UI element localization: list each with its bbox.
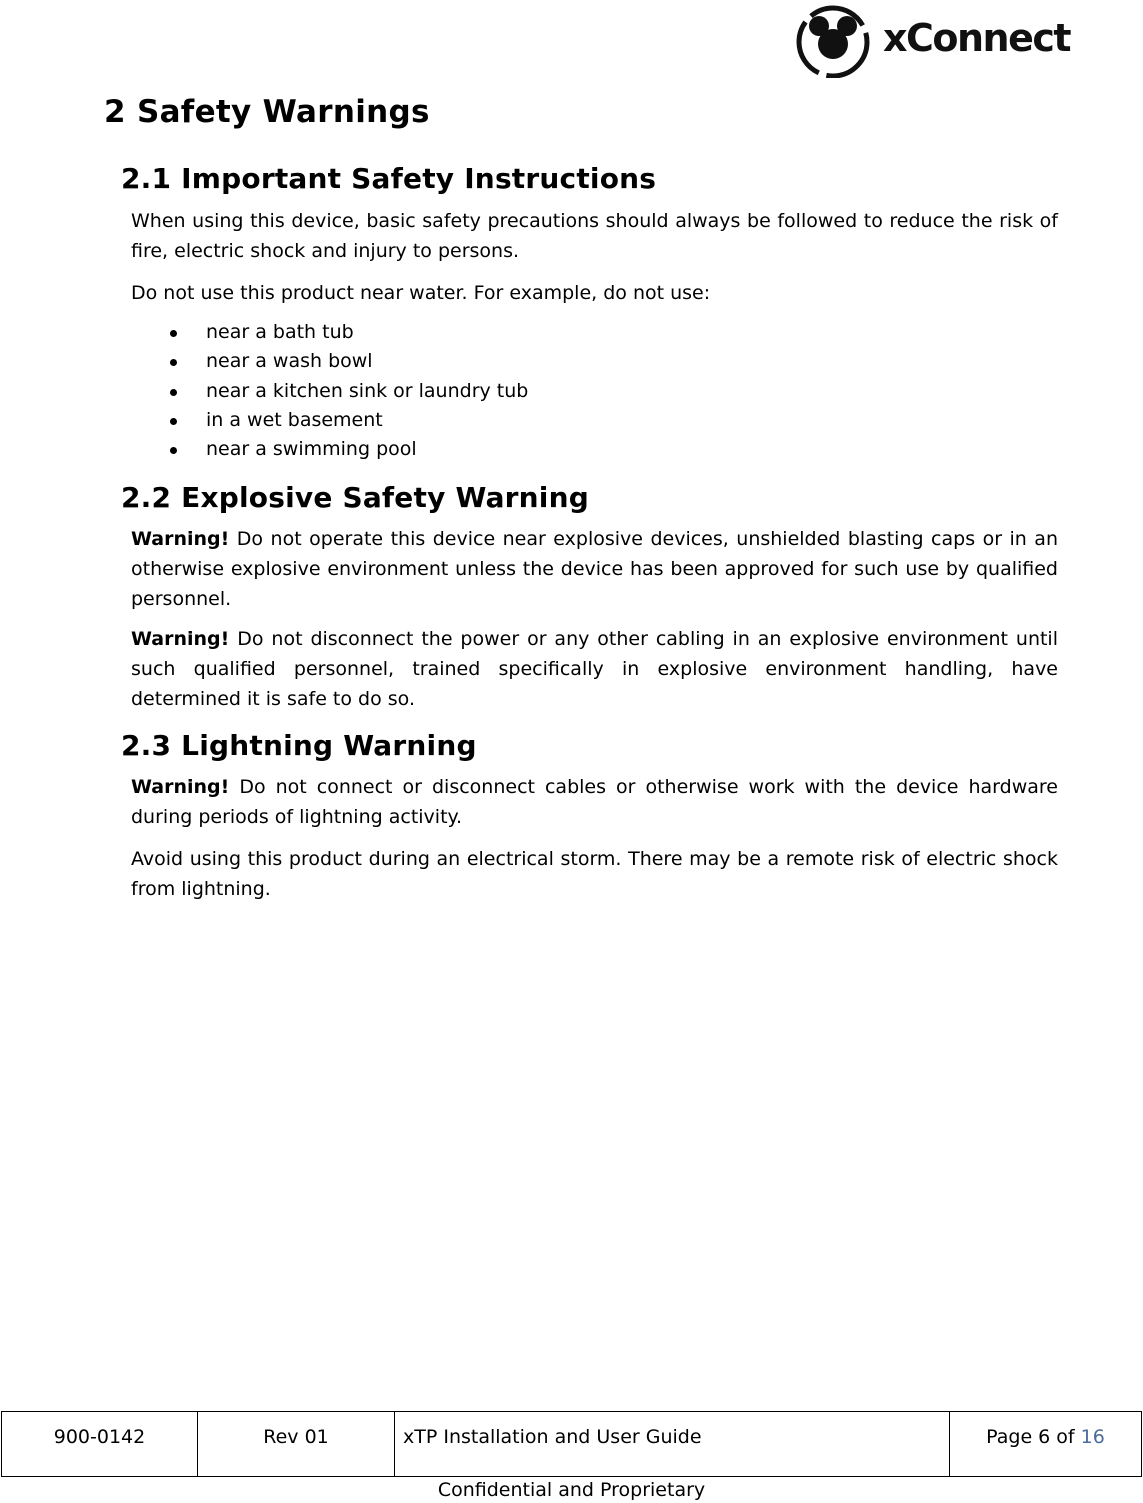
footer-doc-number: 900-0142	[2, 1412, 198, 1477]
mouse-ears-logo-icon	[795, 2, 875, 78]
water-locations-list	[160, 318, 528, 464]
water-warning-paragraph: Do not use this product near water. For example, do not use:	[131, 282, 711, 304]
heading-lightning-warning: 2.3 Lightning Warning	[121, 729, 477, 762]
bullet-icon	[170, 389, 177, 396]
footer-revision: Rev 01	[198, 1412, 395, 1477]
safety-intro-paragraph: When using this device, basic safety precautions should always be followed to reduce the risk of fire, electric shock and injury to persons.	[131, 210, 1058, 262]
warning-label: Warning!	[131, 776, 230, 798]
heading-important-safety: 2.1 Important Safety Instructions	[121, 162, 657, 195]
list-item: near a wash bowl	[160, 347, 528, 376]
xconnect-logo	[795, 2, 1071, 78]
warning-label: Warning!	[131, 528, 230, 550]
bullet-icon	[170, 447, 177, 454]
lightning-warning-1: Warning! Do not connect or disconnect cables or otherwise work with the device hardware during periods of lightning activity.	[131, 776, 1058, 828]
footer-page-number: Page 6 of 16	[950, 1412, 1142, 1477]
explosive-warning-1: Warning! Do not operate this device near explosive devices, unshielded blasting caps or in an otherwise explosive environment unless the device has been approved for such use by qualified personnel.	[131, 528, 1058, 610]
bullet-icon	[170, 330, 177, 337]
lightning-paragraph-2: Avoid using this product during an electrical storm. There may be a remote risk of electric shock from lightning.	[131, 848, 1058, 900]
list-item: in a wet basement	[160, 406, 528, 435]
page-footer-table	[1, 1411, 1142, 1477]
explosive-warning-2: Warning! Do not disconnect the power or any other cabling in an explosive environment until such qualified personnel, trained specifically in explosive environment handling, have determined it is safe to do so.	[131, 628, 1058, 710]
logo-wordmark: xConnect	[883, 16, 1071, 60]
bullet-icon	[170, 418, 177, 425]
bullet-icon	[170, 359, 177, 366]
footer-doc-title: xTP Installation and User Guide	[395, 1412, 950, 1477]
list-item: near a swimming pool	[160, 435, 528, 464]
warning-label: Warning!	[131, 628, 230, 650]
heading-explosive-safety: 2.2 Explosive Safety Warning	[121, 481, 589, 514]
footer-confidential: Confidential and Proprietary	[437, 1479, 706, 1501]
section-title: 2 Safety Warnings	[104, 94, 430, 130]
list-item: near a kitchen sink or laundry tub	[160, 377, 528, 406]
list-item: near a bath tub	[160, 318, 528, 347]
